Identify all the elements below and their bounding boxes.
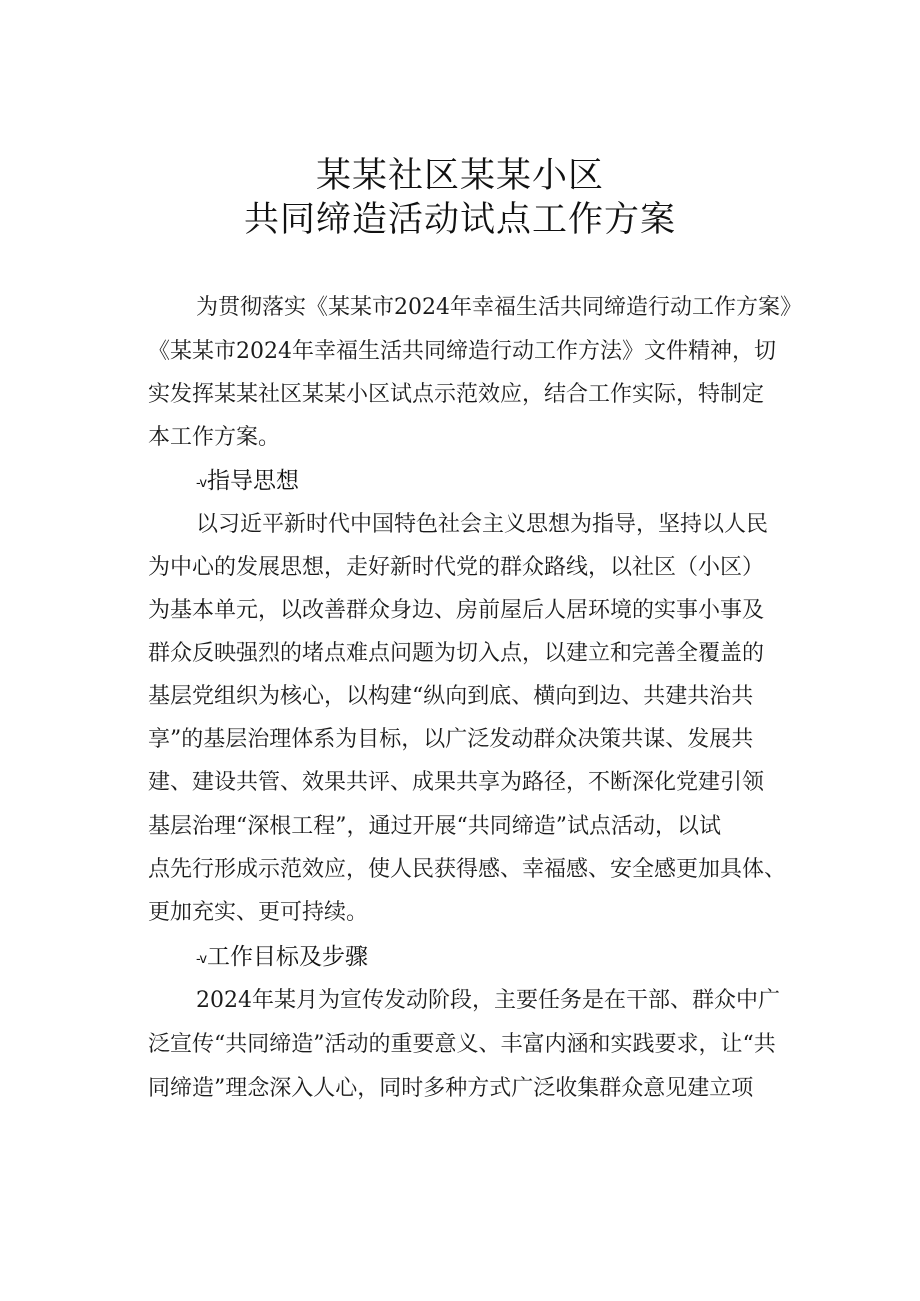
body-line: 基层治理“深根工程”，通过开展“共同缔造”试点活动，以试 — [148, 814, 721, 839]
body-line: 建、建设共管、效果共评、成果共享为路径，不断深化党建引领 — [148, 770, 765, 795]
heading-marker: -v — [196, 476, 207, 491]
intro-line: 本工作方案。 — [148, 425, 281, 450]
body-line: 为基本单元，以改善群众身边、房前屋后人居环境的实事小事及 — [148, 598, 765, 623]
document-title-line-1: 某某社区某某小区 — [315, 156, 604, 196]
section-heading-goals-and-steps — [196, 942, 368, 975]
body-line: 享”的基层治理体系为目标，以广泛发动群众决策共谋、发展共 — [148, 727, 754, 752]
body-line: 点先行形成示范效应，使人民获得感、幸福感、安全感更加具体、 — [148, 857, 787, 882]
heading-marker: -v — [196, 952, 207, 967]
document-title-line-2: 共同缔造活动试点工作方案 — [243, 200, 676, 240]
intro-line: 实发挥某某社区某某小区试点示范效应，结合工作实际，特制定 — [148, 382, 765, 407]
body-line: 群众反映强烈的堵点难点问题为切入点，以建立和完善全覆盖的 — [148, 641, 765, 666]
body-line: 基层党组织为核心，以构建“纵向到底、横向到边、共建共治共 — [148, 684, 754, 709]
intro-line: 为贯彻落实《某某市2024年幸福生活共同缔造行动工作方案》 — [196, 295, 802, 320]
section-heading-guiding-ideology — [196, 466, 299, 499]
heading-text: 工作目标及步骤 — [207, 944, 369, 970]
body-line: 更加充实、更可持续。 — [148, 900, 369, 925]
heading-text: 指导思想 — [207, 468, 300, 494]
body-line: 以习近平新时代中国特色社会主义思想为指导，坚持以人民 — [196, 512, 769, 537]
body-line: 同缔造”理念深入人心，同时多种方式广泛收集群众意见建立项 — [148, 1076, 754, 1101]
intro-line: 《某某市2024年幸福生活共同缔造行动工作方法》文件精神，切 — [148, 339, 776, 364]
body-line: 2024年某月为宣传发动阶段，主要任务是在干部、群众中广 — [196, 988, 780, 1013]
body-line: 泛宣传“共同缔造”活动的重要意义、丰富内涵和实践要求，让“共 — [148, 1032, 776, 1057]
body-line: 为中心的发展思想，走好新时代党的群众路线，以社区（小区） — [148, 555, 765, 580]
